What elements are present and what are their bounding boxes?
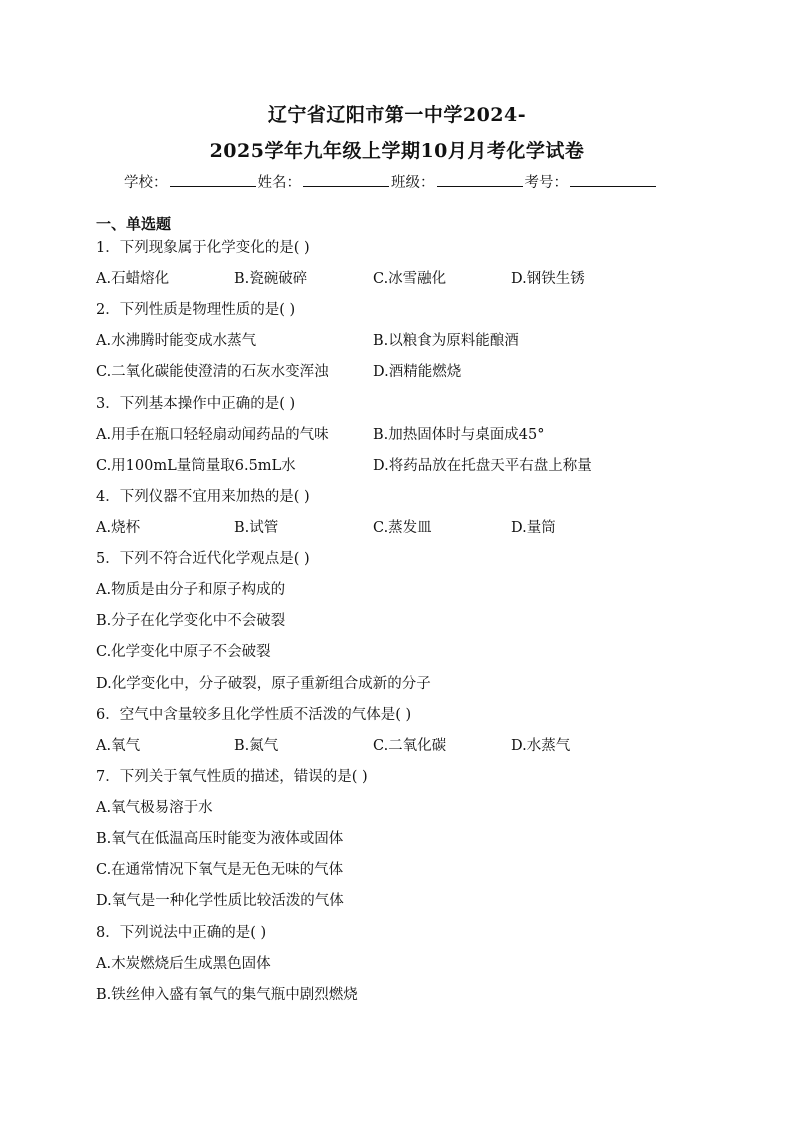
option: A.用手在瓶口轻轻扇动闻药品的气味 bbox=[96, 427, 329, 443]
option: B.铁丝伸入盛有氧气的集气瓶中剧烈燃烧 bbox=[96, 987, 358, 1003]
question-stem: 1．下列现象属于化学变化的是( ) bbox=[96, 240, 310, 256]
option: D.氧气是一种化学性质比较活泼的气体 bbox=[96, 893, 344, 909]
class-blank bbox=[437, 172, 523, 187]
option: A.烧杯 bbox=[96, 520, 141, 536]
exam-title-line2: 2025学年九年级上学期10月月考化学试卷 bbox=[209, 140, 585, 162]
option: B.瓷碗破碎 bbox=[234, 271, 308, 287]
option: B.氮气 bbox=[234, 738, 279, 754]
option: C.化学变化中原子不会破裂 bbox=[96, 644, 271, 660]
option: C.二氧化碳 bbox=[373, 738, 447, 754]
school-blank bbox=[170, 172, 256, 187]
question-stem: 6．空气中含量较多且化学性质不活泼的气体是( ) bbox=[96, 707, 412, 723]
question-stem: 8．下列说法中正确的是( ) bbox=[96, 925, 267, 941]
option: A.氧气极易溶于水 bbox=[96, 800, 213, 816]
option: B.试管 bbox=[234, 520, 279, 536]
option: D.钢铁生锈 bbox=[511, 271, 585, 287]
option: C.在通常情况下氧气是无色无味的气体 bbox=[96, 862, 344, 878]
option: D.将药品放在托盘天平右盘上称量 bbox=[373, 458, 592, 474]
option: A.氧气 bbox=[96, 738, 141, 754]
name-blank bbox=[303, 172, 389, 187]
option: D.化学变化中，分子破裂，原子重新组合成新的分子 bbox=[96, 676, 431, 692]
student-info-row bbox=[124, 171, 658, 192]
option: C.二氧化碳能使澄清的石灰水变浑浊 bbox=[96, 364, 329, 380]
question-stem: 5．下列不符合近代化学观点是( ) bbox=[96, 551, 310, 567]
name-label: 姓名： bbox=[257, 175, 301, 191]
option: D.水蒸气 bbox=[511, 738, 571, 754]
option: C.冰雪融化 bbox=[373, 271, 447, 287]
option: A.水沸腾时能变成水蒸气 bbox=[96, 333, 257, 349]
option: B.以粮食为原料能酿酒 bbox=[373, 333, 519, 349]
school-label: 学校： bbox=[124, 175, 168, 191]
exam-title-line1: 辽宁省辽阳市第一中学2024- bbox=[267, 104, 527, 126]
option: B.氧气在低温高压时能变为液体或固体 bbox=[96, 831, 344, 847]
option: C.用100mL量筒量取6.5mL水 bbox=[96, 458, 296, 474]
option: B.加热固体时与桌面成45° bbox=[373, 427, 545, 443]
question-stem: 4．下列仪器不宜用来加热的是( ) bbox=[96, 489, 310, 505]
option: D.酒精能燃烧 bbox=[373, 364, 462, 380]
question-stem: 7．下列关于氧气性质的描述，错误的是( ) bbox=[96, 769, 368, 785]
option: A.物质是由分子和原子构成的 bbox=[96, 582, 286, 598]
option: C.蒸发皿 bbox=[373, 520, 432, 536]
option: B.分子在化学变化中不会破裂 bbox=[96, 613, 286, 629]
section-heading: 一、单选题 bbox=[96, 215, 172, 233]
option: D.量筒 bbox=[511, 520, 556, 536]
question-stem: 3．下列基本操作中正确的是( ) bbox=[96, 396, 296, 412]
exam-no-label: 考号： bbox=[524, 175, 568, 191]
option: A.石蜡熔化 bbox=[96, 271, 170, 287]
option: A.木炭燃烧后生成黑色固体 bbox=[96, 956, 271, 972]
class-label: 班级： bbox=[391, 175, 435, 191]
question-stem: 2．下列性质是物理性质的是( ) bbox=[96, 302, 296, 318]
exam-no-blank bbox=[570, 172, 656, 187]
